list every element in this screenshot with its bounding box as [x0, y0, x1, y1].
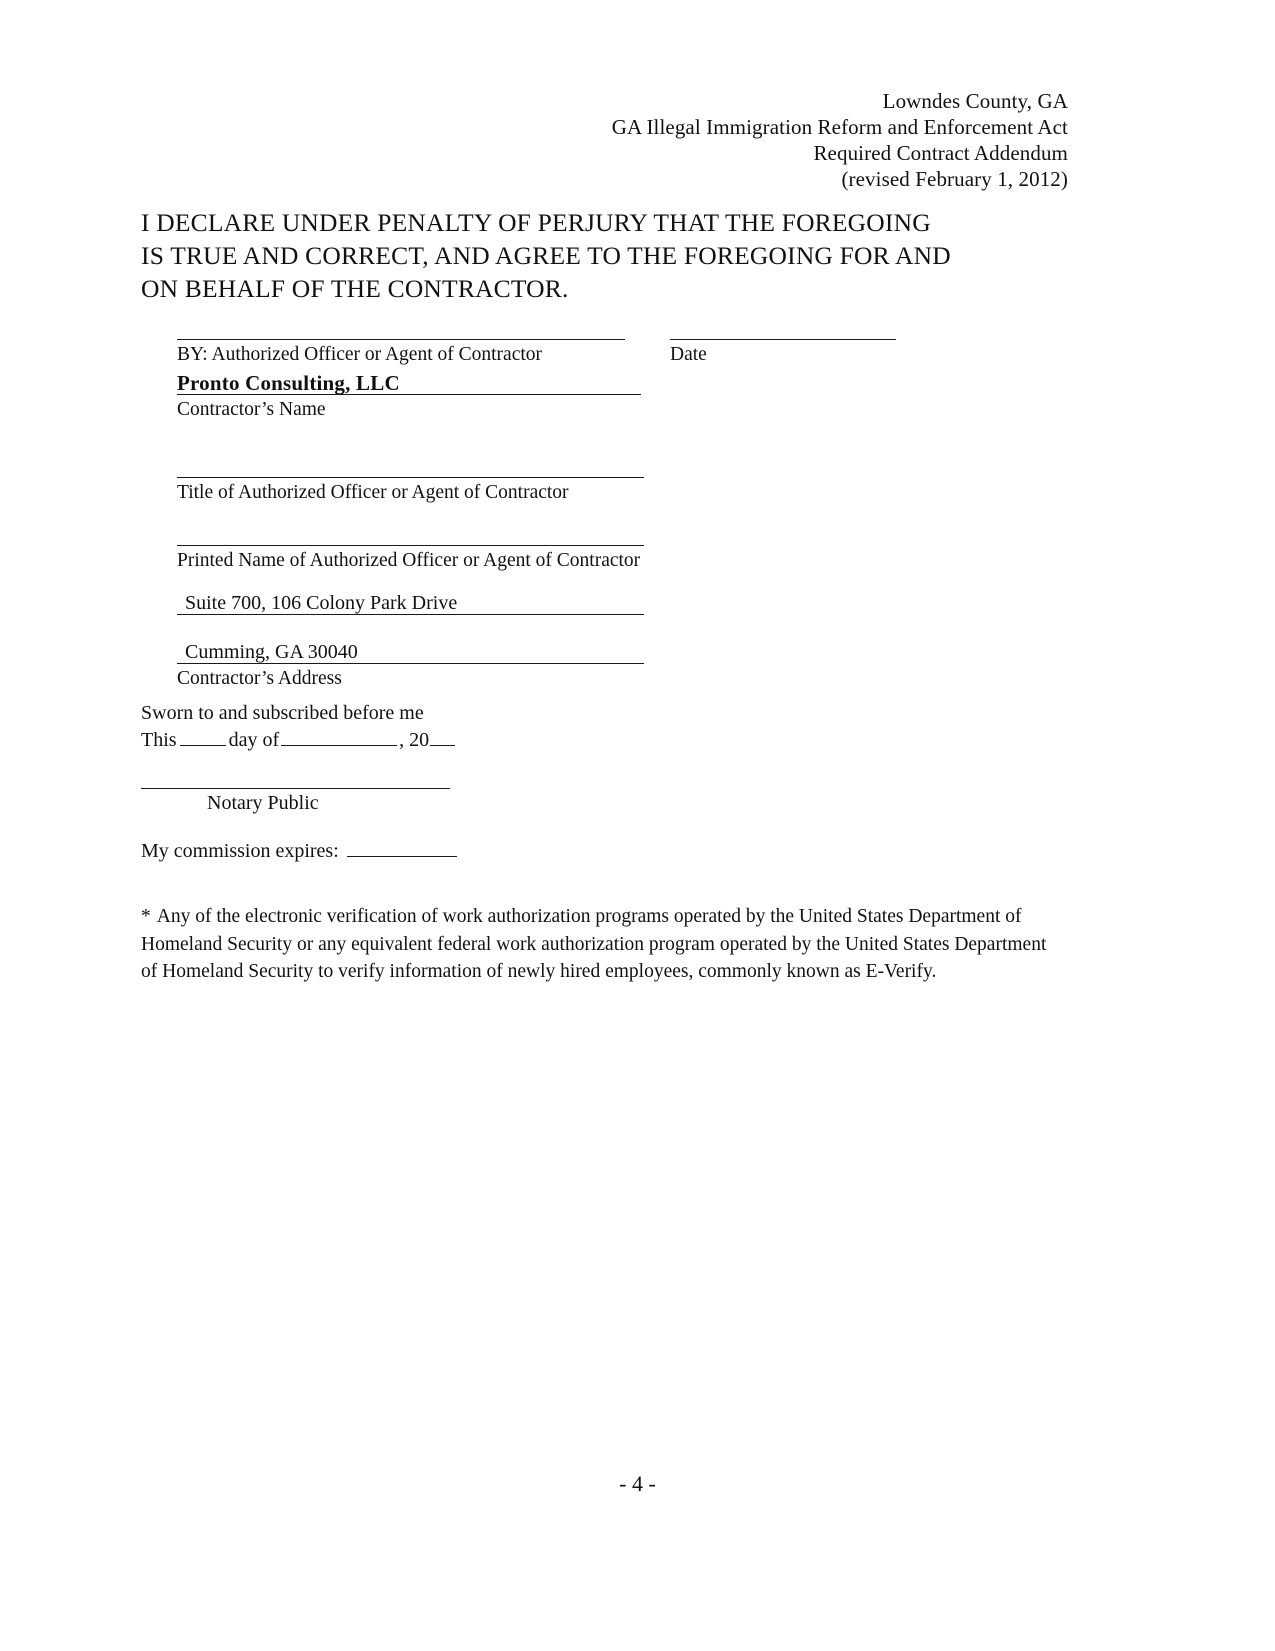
header-line-revision: (revised February 1, 2012) [841, 167, 1068, 191]
contractor-name-field[interactable] [177, 373, 641, 422]
date-field[interactable] [670, 318, 896, 367]
declaration-line-1: I DECLARE UNDER PENALTY OF PERJURY THAT THE FOREGOING [141, 208, 931, 237]
document-header [612, 88, 1068, 192]
declaration-line-3: ON BEHALF OF THE CONTRACTOR. [141, 274, 569, 303]
signature-input[interactable] [177, 318, 625, 340]
address-line2-input[interactable]: Cumming, GA 30040 [177, 642, 644, 664]
officer-title-field[interactable] [177, 456, 644, 505]
notary-public-label: Notary Public [207, 792, 319, 814]
commission-expires-label: My commission expires: [141, 840, 339, 862]
notary-date-line[interactable] [141, 727, 455, 754]
header-line-act: GA Illegal Immigration Reform and Enforcement Act [611, 115, 1068, 139]
printed-name-input[interactable] [177, 524, 644, 546]
officer-title-caption: Title of Authorized Officer or Agent of Contractor [177, 482, 569, 503]
officer-title-input[interactable] [177, 456, 644, 478]
this-label: This [141, 729, 177, 751]
commission-expires-line[interactable] [141, 838, 457, 865]
footnote-text: Any of the electronic verification of work authorization programs operated by the United States Department of Homeland Security or any equivalent federal work authorization program operated by the United States Department of Homeland Security to verify information of newly hired employees, commonly known as E-Verify. [141, 906, 1047, 982]
address-line1-input[interactable]: Suite 700, 106 Colony Park Drive [177, 593, 644, 615]
date-caption: Date [670, 344, 707, 365]
signature-field[interactable] [177, 318, 625, 367]
printed-name-field[interactable] [177, 524, 644, 573]
contractor-name-input[interactable]: Pronto Consulting, LLC [177, 373, 641, 395]
address-caption: Contractor’s Address [177, 668, 342, 689]
date-input[interactable] [670, 318, 896, 340]
month-blank[interactable] [281, 730, 397, 746]
printed-name-caption: Printed Name of Authorized Officer or Agent of Contractor [177, 550, 641, 571]
page-number: - 4 - [619, 1471, 656, 1496]
sworn-statement-text: Sworn to and subscribed before me [141, 702, 424, 724]
header-line-addendum: Required Contract Addendum [813, 141, 1068, 165]
sworn-statement [141, 700, 424, 727]
commission-expires-blank[interactable] [347, 841, 457, 857]
address-line1-field[interactable] [177, 593, 644, 615]
notary-signature-rule[interactable] [141, 788, 450, 789]
year-blank[interactable] [430, 730, 455, 746]
footnote-marker: * [141, 906, 151, 927]
header-line-county: Lowndes County, GA [882, 89, 1068, 113]
address-line2-field[interactable] [177, 642, 644, 691]
signature-caption: BY: Authorized Officer or Agent of Contractor [177, 344, 543, 365]
declaration-heading [141, 206, 981, 305]
contractor-name-caption: Contractor’s Name [177, 399, 326, 420]
year-prefix-label: , 20 [399, 729, 430, 751]
footnote [141, 903, 1061, 986]
day-of-label: day of [228, 729, 280, 751]
declaration-line-2: IS TRUE AND CORRECT, AND AGREE TO THE FOREGOING FOR AND [141, 241, 951, 270]
day-blank[interactable] [180, 730, 226, 746]
